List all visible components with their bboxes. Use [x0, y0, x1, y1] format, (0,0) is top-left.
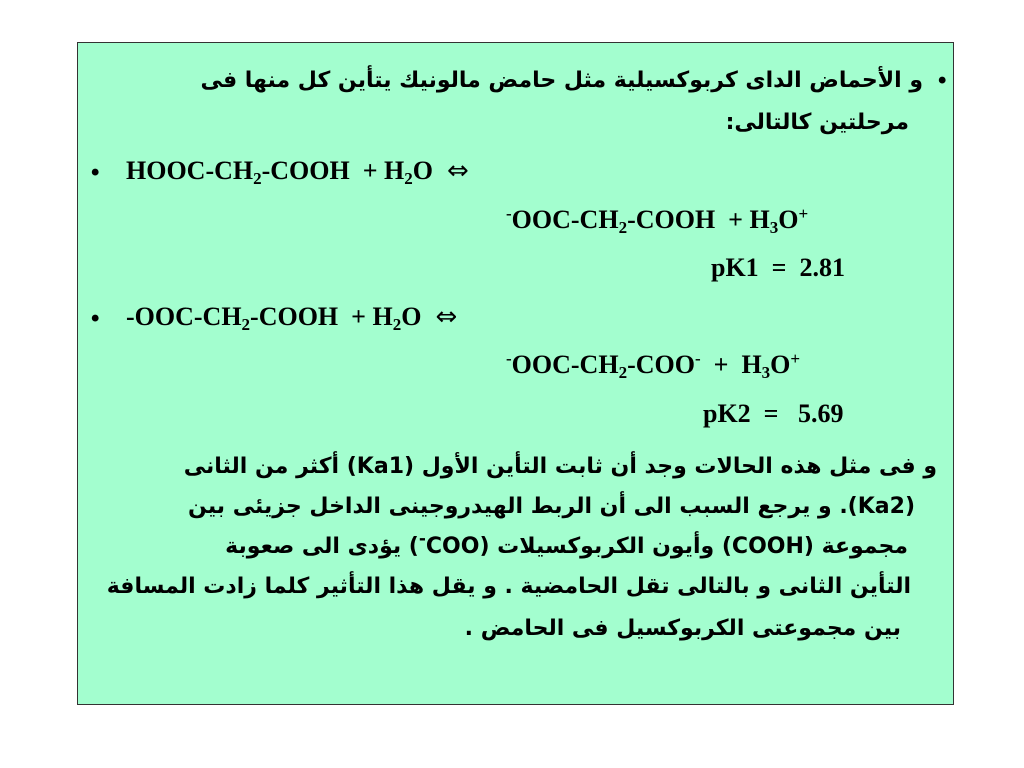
step2-reactant-a-sub: 2 [241, 315, 251, 334]
step2-prod-sup-left: - [506, 349, 512, 368]
step1-reactant-a-sub: 2 [253, 169, 262, 188]
step2-reactant-c: O [401, 302, 422, 331]
conclusion-line-3-post: ) يؤدى الى صعوبة [225, 534, 419, 559]
conclusion-line-2: (Ka2). و يرجع السبب الى أن الربط الهيدروجينى الداخل جزيئى بين [188, 494, 915, 519]
step1-prod-c: O [778, 205, 799, 234]
conclusion-line-3-pre: مجموعة (COOH) وأيون الكربوكسيلات (COO [425, 534, 908, 559]
conclusion-line-1: و فى مثل هذه الحالات وجد أن ثابت التأين الأول (Ka1) أكثر من الثانى [183, 454, 937, 479]
step2-reactant-b: -COOH + H [250, 302, 393, 331]
step1-products [506, 205, 808, 235]
conclusion-line-3 [225, 529, 908, 562]
step1-reactant-c: O [412, 156, 433, 185]
intro-line-1: و الأحماض الداى كربوكسيلية مثل حامض مالونيك يتأين كل منها فى [200, 68, 923, 93]
bullet-intro: • [938, 67, 947, 94]
step2-prod-b-sup: - [694, 349, 701, 368]
step1-prod-a-sub: 2 [618, 218, 628, 237]
step2-prod-c: + H [700, 350, 762, 379]
conclusion-line-5: بين مجموعتى الكربوكسيل فى الحامض . [464, 616, 901, 641]
step2-reactant-b-sub: 2 [392, 315, 402, 334]
step2-prod-a-sub: 2 [618, 363, 628, 382]
step1-reactants [126, 156, 469, 186]
step2-pk: pK2 = 5.69 [703, 399, 844, 428]
equilibrium-arrow-icon: ⇔ [447, 156, 469, 186]
conclusion-line-3-sup: - [418, 529, 426, 549]
step1-prod-b: -COOH + H [627, 205, 770, 234]
step2-prod-b: -COO [627, 350, 695, 379]
step1-prod-sup-right: + [798, 204, 809, 223]
intro-line-2: مرحلتين كالتالى: [725, 110, 909, 135]
step1-prod-a: OOC-CH [511, 205, 619, 234]
step2-prod-a: OOC-CH [511, 350, 619, 379]
step1-prod-b-sub: 3 [769, 218, 779, 237]
step2-prod-sup-right: + [790, 349, 801, 368]
step1-pk: pK1 = 2.81 [711, 253, 845, 282]
step1-reactant-a: HOOC-CH [126, 156, 254, 185]
step1-reactant-b-sub: 2 [404, 169, 413, 188]
step1-prod-sup-left: - [506, 204, 512, 223]
step1-reactant-b: -COOH + H [261, 156, 405, 185]
equilibrium-arrow-icon: ⇔ [435, 302, 458, 332]
conclusion-line-4: التأين الثانى و بالتالى تقل الحامضية . و يقل هذا التأثير كلما زادت المسافة [106, 574, 911, 599]
step2-prod-c-sub: 3 [761, 363, 771, 382]
step2-prod-d: O [770, 350, 791, 379]
step2-reactant-a: -OOC-CH [126, 302, 242, 331]
bullet-step2: • [91, 305, 100, 332]
step2-reactants [126, 302, 457, 332]
bullet-step1: • [91, 159, 100, 186]
step2-products [506, 350, 800, 380]
